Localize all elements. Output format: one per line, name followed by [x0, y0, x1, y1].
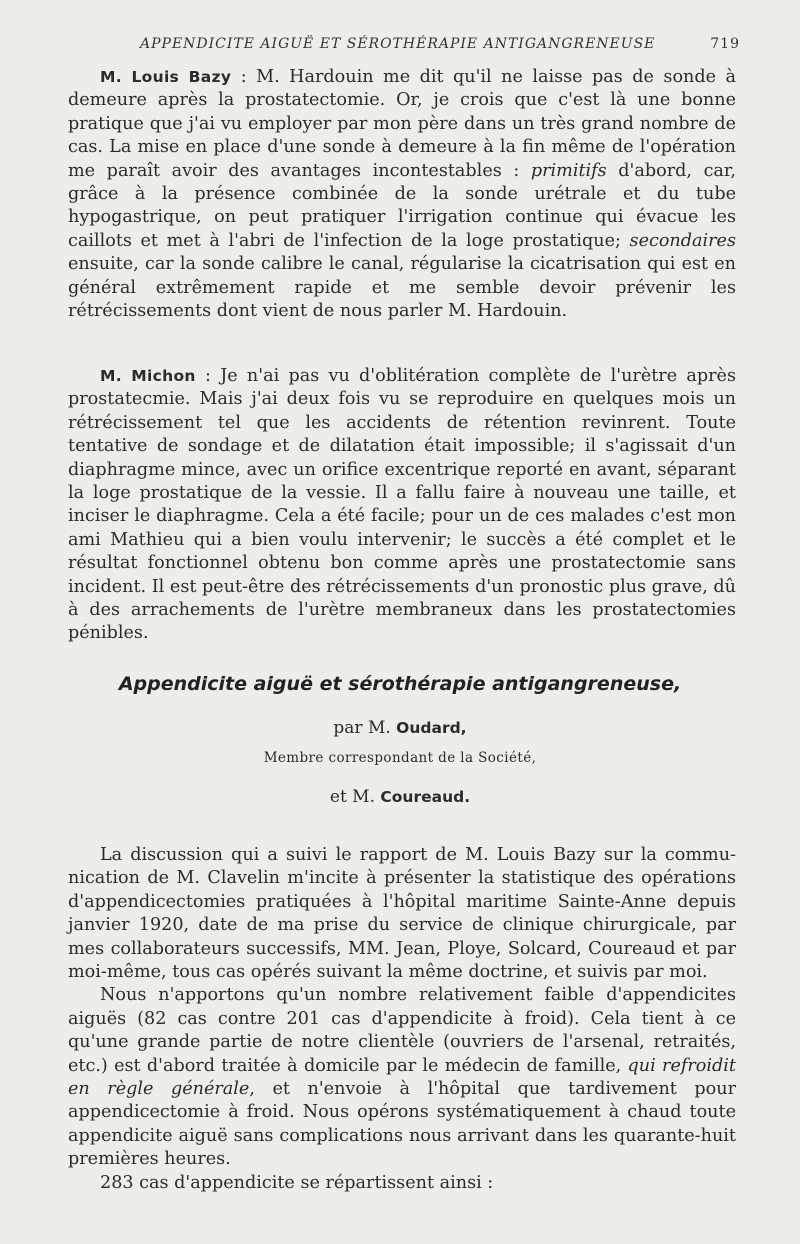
emphasis-text: secondaires: [629, 230, 736, 251]
speaker-name: M. Michon: [100, 367, 196, 385]
paragraph-intro: La discussion qui a suivi le rapport de M. Louis Bazy sur la communication de M. Clavelin m'incite à présenter la statistique des opérations d'appendicectomies pratiquées à l'hôpital maritime Sainte-Anne depuis janvier 1920, date de ma prise du service de clinique chirurgicale, par mes collaborateurs successifs, MM. Jean, Ploye, Solcard, Coureaud et par moi-même, tous cas opérés suivant la même doctrine, et suivis par moi.: [68, 845, 736, 983]
paragraph-distribution: 283 cas d'appendicite se répartissent ainsi :: [100, 1172, 494, 1193]
paragraph-text: : M. Hardouin me dit qu'il ne laisse pas de sonde à demeure après la prostatectomie. Or, je crois que c'est là une bonne pratique que j'ai vu employer par mon père dans un très grand nombre de cas. La mise en place d'une sonde à demeure à la fin même de l'opération me paraît avoir des avantages incontestables :: [68, 67, 736, 181]
emphasis-text: primitifs: [530, 160, 607, 181]
article-body: [68, 844, 736, 1195]
paragraph-text: d'abord, car, grâce à la présence combinée de la sonde urétrale et du tube hypogastrique, on peut pratiquer l'irrigation continue qui évacue les caillots et met à l'abri de l'infection de la loge prostatique;: [68, 160, 736, 251]
author-affiliation: Membre correspondant de la Société,: [263, 750, 537, 766]
paragraph-statistics: Nous n'apportons qu'un nombre relativement faible d'appendicites aiguës (82 cas contre 201 cas d'appendicite à froid). Cela tient à ce qu'une grande partie de notre clientèle (ouvriers de l'arsenal, retraités, etc.) est d'abord traitée à domicile par le médecin de famille, qui refroidit en règle générale, et n'envoie à l'hôpital que tardivement pour appendicectomie à froid. Nous opérons systématiquement à chaud toute appendicite aiguë sans complications nous arrivant dans les quarante-huit premières heures.: [68, 985, 736, 1170]
paragraph-text: ensuite, car la sonde calibre le canal, régularise la cicatrisation qui est en général extrêmement rapide et me semble devoir prévenir les rétrécissements dont vient de nous parler M. Hardouin.: [68, 254, 736, 322]
article-title: Appendicite aiguë et sérothérapie antigangreneuse,: [118, 673, 682, 695]
paragraph-bazy: [68, 66, 736, 323]
speaker-name: M. Louis Bazy: [100, 68, 232, 86]
page-number: 719: [710, 36, 740, 52]
author-name: Oudard,: [396, 719, 467, 737]
emphasis-text: qui refroidit en règle générale: [68, 1055, 736, 1100]
paragraph-text: : Je n'ai pas vu d'oblitération complète de l'urètre après prostatecmie. Mais j'ai deux fois vu se reproduire en quelques mois un rétrécissement tel que les accidents de rétention revinrent. Toute tentative de sondage et de dilatation était impossible; il s'agissait d'un diaphragme mince, avec un orifice excentrique reporté en avant, séparant la loge prostatique de la vessie. Il a fallu faire à nouveau une taille, et inciser le diaphragme. Cela a été facile; pour un de ces malades c'est mon ami Mathieu qui a bien voulu intervenir; le succès a été complet et le résultat fonctionnel obtenu bon comme après une prostatectomie sans incident. Il est peut-être des rétrécissements d'un pronostic plus grave, dû à des arrachements de l'urètre membraneux dans les prostatectomies pénibles.: [68, 366, 736, 644]
running-title: APPENDICITE AIGUË ET SÉROTHÉRAPIE ANTIGANGRENEUSE: [140, 36, 656, 52]
author-name: Coureaud.: [380, 788, 471, 806]
byline-author2: et M. Coureaud.: [329, 787, 471, 807]
paragraph-michon: [68, 365, 736, 646]
byline-author1: par M. Oudard,: [333, 718, 467, 738]
